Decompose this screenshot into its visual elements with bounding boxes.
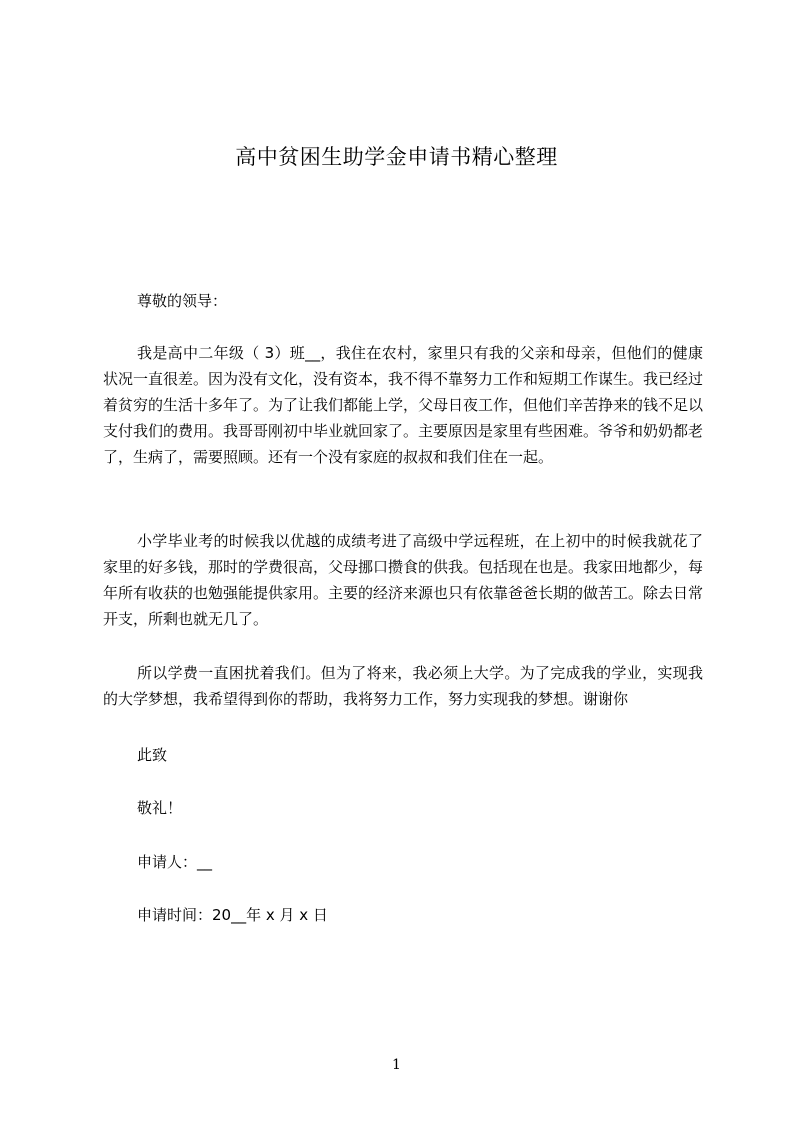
document-title: 高中贫困生助学金申请书精心整理 xyxy=(235,145,558,169)
paragraph-family-situation: 我是高中二年级（ 3）班__，我住在农村，家里只有我的父亲和母亲，但他们的健康状况一直很差。因为没有文化，没有资本，我不得不靠努力工作和短期工作谋生。我已经过着贫穷的生活十多年了。为了让我们都能上学，父母日夜工作，但他们辛苦挣来的钱不足以支付我们的费用。我哥哥刚初中毕业就回家了。主要原因是家里有些困难。爷爷和奶奶都老了，生病了，需要照顾。还有一个没有家庭的叔叔和我们住在一起。 xyxy=(103,344,704,466)
closing-cizhi: 此致 xyxy=(137,746,168,764)
salutation: 尊敬的领导： xyxy=(137,292,228,310)
applicant-line: 申请人：__ xyxy=(137,853,213,871)
paragraph-request: 所以学费一直困扰着我们。但为了将来，我必须上大学。为了完成我的学业，实现我的大学梦想，我希望得到你的帮助，我将努力工作，努力实现我的梦想。谢谢你 xyxy=(103,664,703,708)
application-date: 申请时间：20__年 x 月 x 日 xyxy=(137,906,328,924)
page-number: 1 xyxy=(392,1057,401,1073)
paragraph-school-costs: 小学毕业考的时候我以优越的成绩考进了高级中学远程班，在上初中的时候我就花了家里的好多钱，那时的学费很高，父母挪口攒食的供我。包括现在也是。我家田地都少，每年所有收获的也勉强能提供家用。主要的经济来源也只有依靠爸爸长期的做苦工。除去日常开支，所剩也就无几了。 xyxy=(103,532,704,628)
closing-jingli: 敬礼！ xyxy=(137,799,183,817)
